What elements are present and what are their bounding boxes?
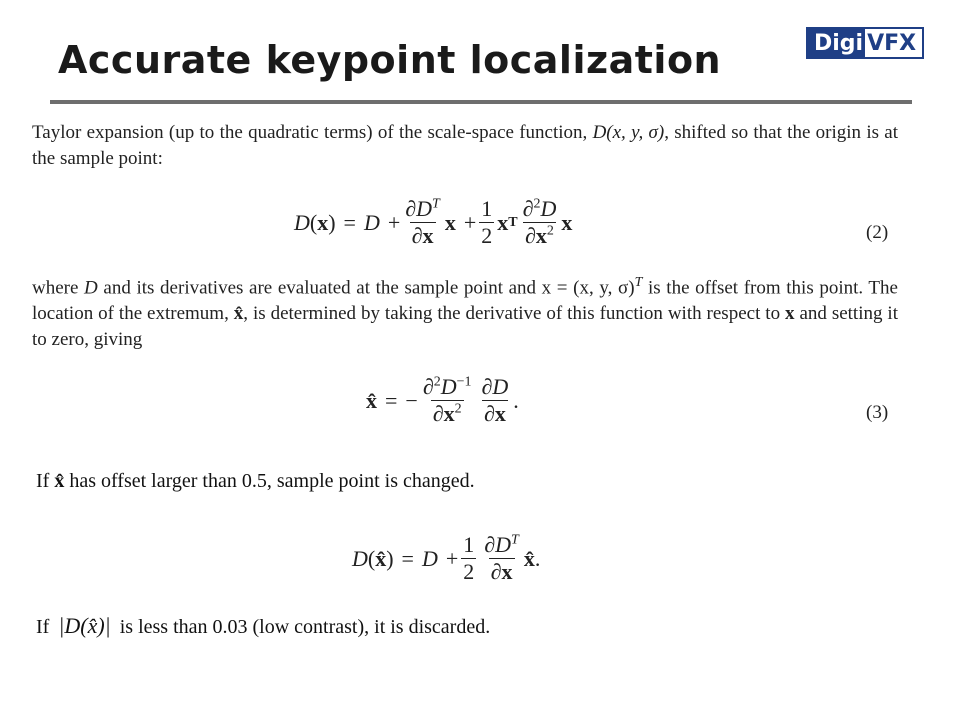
offset-note <box>36 470 475 493</box>
title-underline <box>50 100 912 104</box>
para2-x: x <box>785 303 795 325</box>
para1-text-a: Taylor expansion (up to the quadratic terms) of the scale-space function, <box>32 122 593 143</box>
digivfx-logo <box>806 27 924 59</box>
note1-xhat: x̂ <box>54 470 65 492</box>
equation-2: D ( x ) = D + $\frac{\partial D^T}{\partial x}$ x + $\frac{1}{2}$ x T $\frac{\partial^2D}{\partial x^2}$ x <box>294 196 573 248</box>
note2-text-a: If <box>36 616 55 638</box>
equation-3-number: (3) <box>866 402 889 423</box>
scale-space-function: D(x, y, σ) <box>592 122 665 143</box>
para2-text-c: is the offset from this point. The location of the extremum, <box>32 277 898 325</box>
para2-text-b: and its derivatives are evaluated at the sample point and <box>97 277 542 299</box>
extremum-paragraph: where D and its derivatives are evaluated at the sample point and x = (x, y, σ)$^T$ is the offset from this point. The location of the extremum, x̂, is determined by taking the derivative of this function with respect to x and setting it to zero, giving <box>32 275 898 351</box>
equation-2-number: (2) <box>866 222 889 243</box>
para1-text-b: , shifted so that the origin is at the sample point: <box>32 122 898 169</box>
logo-left-text: Digi <box>808 29 865 57</box>
equation-4: D ( x̂ ) = D + $\frac{1}{2}$ $\frac{\partial D^T}{\partial x}$ x̂ . <box>352 532 541 584</box>
para2-D: D <box>84 277 98 299</box>
note1-text-a: If <box>36 470 55 492</box>
equation-3: x̂ = − $\frac{\partial^2D^{-1}}{\partial x^2}$ $\frac{\partial D}{\partial x}$ . <box>366 374 519 426</box>
note2-text-b: is less than 0.03 (low contrast), it is discarded. <box>114 616 491 638</box>
para2-xhat: x̂ <box>233 303 244 325</box>
para2-text-e: and setting it to zero, giving <box>32 303 898 351</box>
note1-text-b: has offset larger than 0.5, sample point is changed. <box>64 470 475 492</box>
logo-right-text: VFX <box>865 29 920 57</box>
para2-text-d: , is determined by taking the derivative of this function with respect to <box>243 303 786 325</box>
slide-title: Accurate keypoint localization <box>58 38 722 82</box>
offset-vector: x = (x, y, σ) <box>541 277 635 299</box>
note2-expression: |D(x̂)| <box>58 613 111 638</box>
contrast-note <box>36 613 490 639</box>
taylor-paragraph <box>32 120 898 172</box>
para2-text-a: where <box>32 277 85 299</box>
